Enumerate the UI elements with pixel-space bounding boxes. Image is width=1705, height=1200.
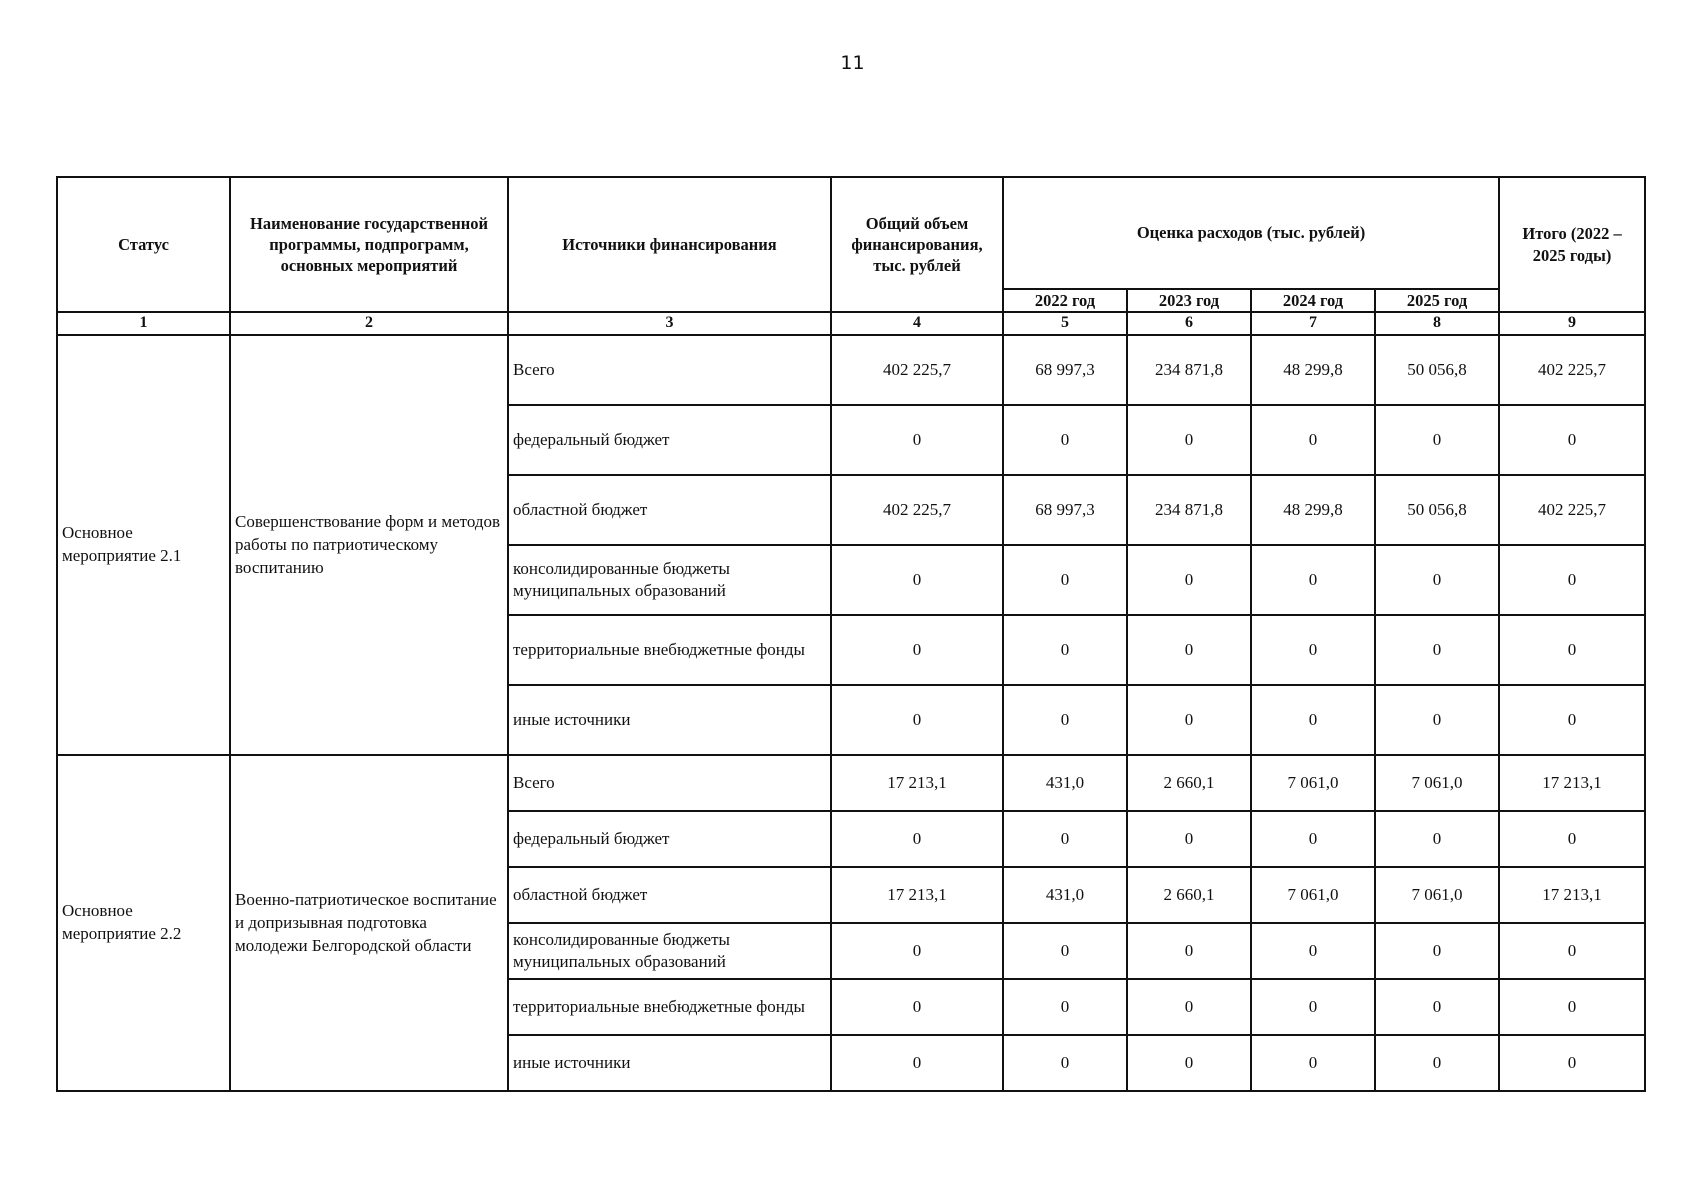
value-2025: 7 061,0	[1375, 755, 1499, 811]
value-2023: 2 660,1	[1127, 755, 1251, 811]
funding-source: консолидированные бюджеты муниципальных образований	[508, 923, 831, 979]
funding-source: федеральный бюджет	[508, 811, 831, 867]
column-number: 8	[1375, 312, 1499, 335]
header-year: 2024 год	[1251, 289, 1375, 312]
column-number: 7	[1251, 312, 1375, 335]
value-2023: 0	[1127, 979, 1251, 1035]
funding-source: Всего	[508, 335, 831, 405]
column-number: 5	[1003, 312, 1127, 335]
value-2024: 0	[1251, 1035, 1375, 1091]
header-estimate: Оценка расходов (тыс. рублей)	[1003, 177, 1499, 289]
value-2024: 48 299,8	[1251, 335, 1375, 405]
value-2025: 0	[1375, 615, 1499, 685]
value-2022: 0	[1003, 615, 1127, 685]
value-2025: 0	[1375, 545, 1499, 615]
header-status: Статус	[57, 177, 230, 312]
event-status: Основное мероприятие 2.1	[57, 335, 230, 755]
table-row	[57, 755, 1645, 811]
value-2023: 0	[1127, 545, 1251, 615]
table-row	[57, 335, 1645, 405]
value-final-total: 0	[1499, 545, 1645, 615]
event-name: Военно-патриотическое воспитание и допризывная подготовка молодежи Белгородской области	[230, 755, 508, 1091]
header-row	[57, 177, 1645, 289]
value-2022: 0	[1003, 923, 1127, 979]
column-number: 9	[1499, 312, 1645, 335]
value-2022: 0	[1003, 685, 1127, 755]
column-number: 3	[508, 312, 831, 335]
event-name: Совершенствование форм и методов работы по патриотическому воспитанию	[230, 335, 508, 755]
value-2023: 0	[1127, 811, 1251, 867]
value-2022: 431,0	[1003, 867, 1127, 923]
value-2024: 0	[1251, 405, 1375, 475]
value-2023: 0	[1127, 405, 1251, 475]
value-final-total: 0	[1499, 405, 1645, 475]
value-2023: 2 660,1	[1127, 867, 1251, 923]
funding-source: областной бюджет	[508, 475, 831, 545]
value-2025: 7 061,0	[1375, 867, 1499, 923]
value-2025: 0	[1375, 1035, 1499, 1091]
value-final-total: 0	[1499, 979, 1645, 1035]
column-number: 6	[1127, 312, 1251, 335]
header-year: 2022 год	[1003, 289, 1127, 312]
value-2023: 234 871,8	[1127, 475, 1251, 545]
value-final-total: 0	[1499, 1035, 1645, 1091]
value-final-total: 0	[1499, 685, 1645, 755]
value-2023: 234 871,8	[1127, 335, 1251, 405]
value-total-volume: 17 213,1	[831, 867, 1003, 923]
value-total-volume: 0	[831, 1035, 1003, 1091]
value-2022: 0	[1003, 405, 1127, 475]
value-2024: 0	[1251, 811, 1375, 867]
header-year: 2023 год	[1127, 289, 1251, 312]
value-total-volume: 0	[831, 545, 1003, 615]
funding-source: территориальные внебюджетные фонды	[508, 979, 831, 1035]
value-2025: 0	[1375, 405, 1499, 475]
value-2022: 0	[1003, 545, 1127, 615]
column-number-row	[57, 312, 1645, 335]
column-number: 4	[831, 312, 1003, 335]
value-total-volume: 402 225,7	[831, 335, 1003, 405]
value-final-total: 17 213,1	[1499, 755, 1645, 811]
value-total-volume: 17 213,1	[831, 755, 1003, 811]
value-2022: 0	[1003, 979, 1127, 1035]
value-2023: 0	[1127, 923, 1251, 979]
value-2025: 50 056,8	[1375, 475, 1499, 545]
header-sources: Источники финансирования	[508, 177, 831, 312]
value-total-volume: 402 225,7	[831, 475, 1003, 545]
event-status: Основное мероприятие 2.2	[57, 755, 230, 1091]
value-final-total: 17 213,1	[1499, 867, 1645, 923]
funding-source: федеральный бюджет	[508, 405, 831, 475]
value-2022: 0	[1003, 811, 1127, 867]
funding-source: консолидированные бюджеты муниципальных образований	[508, 545, 831, 615]
value-2024: 0	[1251, 979, 1375, 1035]
value-2022: 0	[1003, 1035, 1127, 1091]
value-final-total: 0	[1499, 811, 1645, 867]
value-2024: 48 299,8	[1251, 475, 1375, 545]
column-number: 1	[57, 312, 230, 335]
value-2024: 7 061,0	[1251, 755, 1375, 811]
value-2024: 7 061,0	[1251, 867, 1375, 923]
value-2025: 0	[1375, 979, 1499, 1035]
funding-source: иные источники	[508, 1035, 831, 1091]
value-final-total: 0	[1499, 923, 1645, 979]
funding-source: областной бюджет	[508, 867, 831, 923]
value-total-volume: 0	[831, 923, 1003, 979]
value-final-total: 402 225,7	[1499, 475, 1645, 545]
value-2025: 50 056,8	[1375, 335, 1499, 405]
value-2022: 68 997,3	[1003, 475, 1127, 545]
budget-table	[56, 176, 1646, 1092]
value-2025: 0	[1375, 685, 1499, 755]
value-2023: 0	[1127, 685, 1251, 755]
value-total-volume: 0	[831, 615, 1003, 685]
value-2024: 0	[1251, 685, 1375, 755]
value-2025: 0	[1375, 923, 1499, 979]
value-2024: 0	[1251, 923, 1375, 979]
funding-source: Всего	[508, 755, 831, 811]
value-total-volume: 0	[831, 685, 1003, 755]
value-2022: 431,0	[1003, 755, 1127, 811]
value-final-total: 402 225,7	[1499, 335, 1645, 405]
value-total-volume: 0	[831, 979, 1003, 1035]
value-2022: 68 997,3	[1003, 335, 1127, 405]
value-2023: 0	[1127, 615, 1251, 685]
header-total-volume: Общий объем финансирования, тыс. рублей	[831, 177, 1003, 312]
funding-source: территориальные внебюджетные фонды	[508, 615, 831, 685]
header-final-total: Итого (2022 – 2025 годы)	[1499, 177, 1645, 312]
value-2024: 0	[1251, 615, 1375, 685]
header-name: Наименование государственной программы, подпрограмм, основных мероприятий	[230, 177, 508, 312]
value-2025: 0	[1375, 811, 1499, 867]
value-2023: 0	[1127, 1035, 1251, 1091]
value-final-total: 0	[1499, 615, 1645, 685]
funding-source: иные источники	[508, 685, 831, 755]
value-total-volume: 0	[831, 811, 1003, 867]
header-year: 2025 год	[1375, 289, 1499, 312]
value-2024: 0	[1251, 545, 1375, 615]
value-total-volume: 0	[831, 405, 1003, 475]
page-number: 11	[840, 52, 865, 74]
column-number: 2	[230, 312, 508, 335]
